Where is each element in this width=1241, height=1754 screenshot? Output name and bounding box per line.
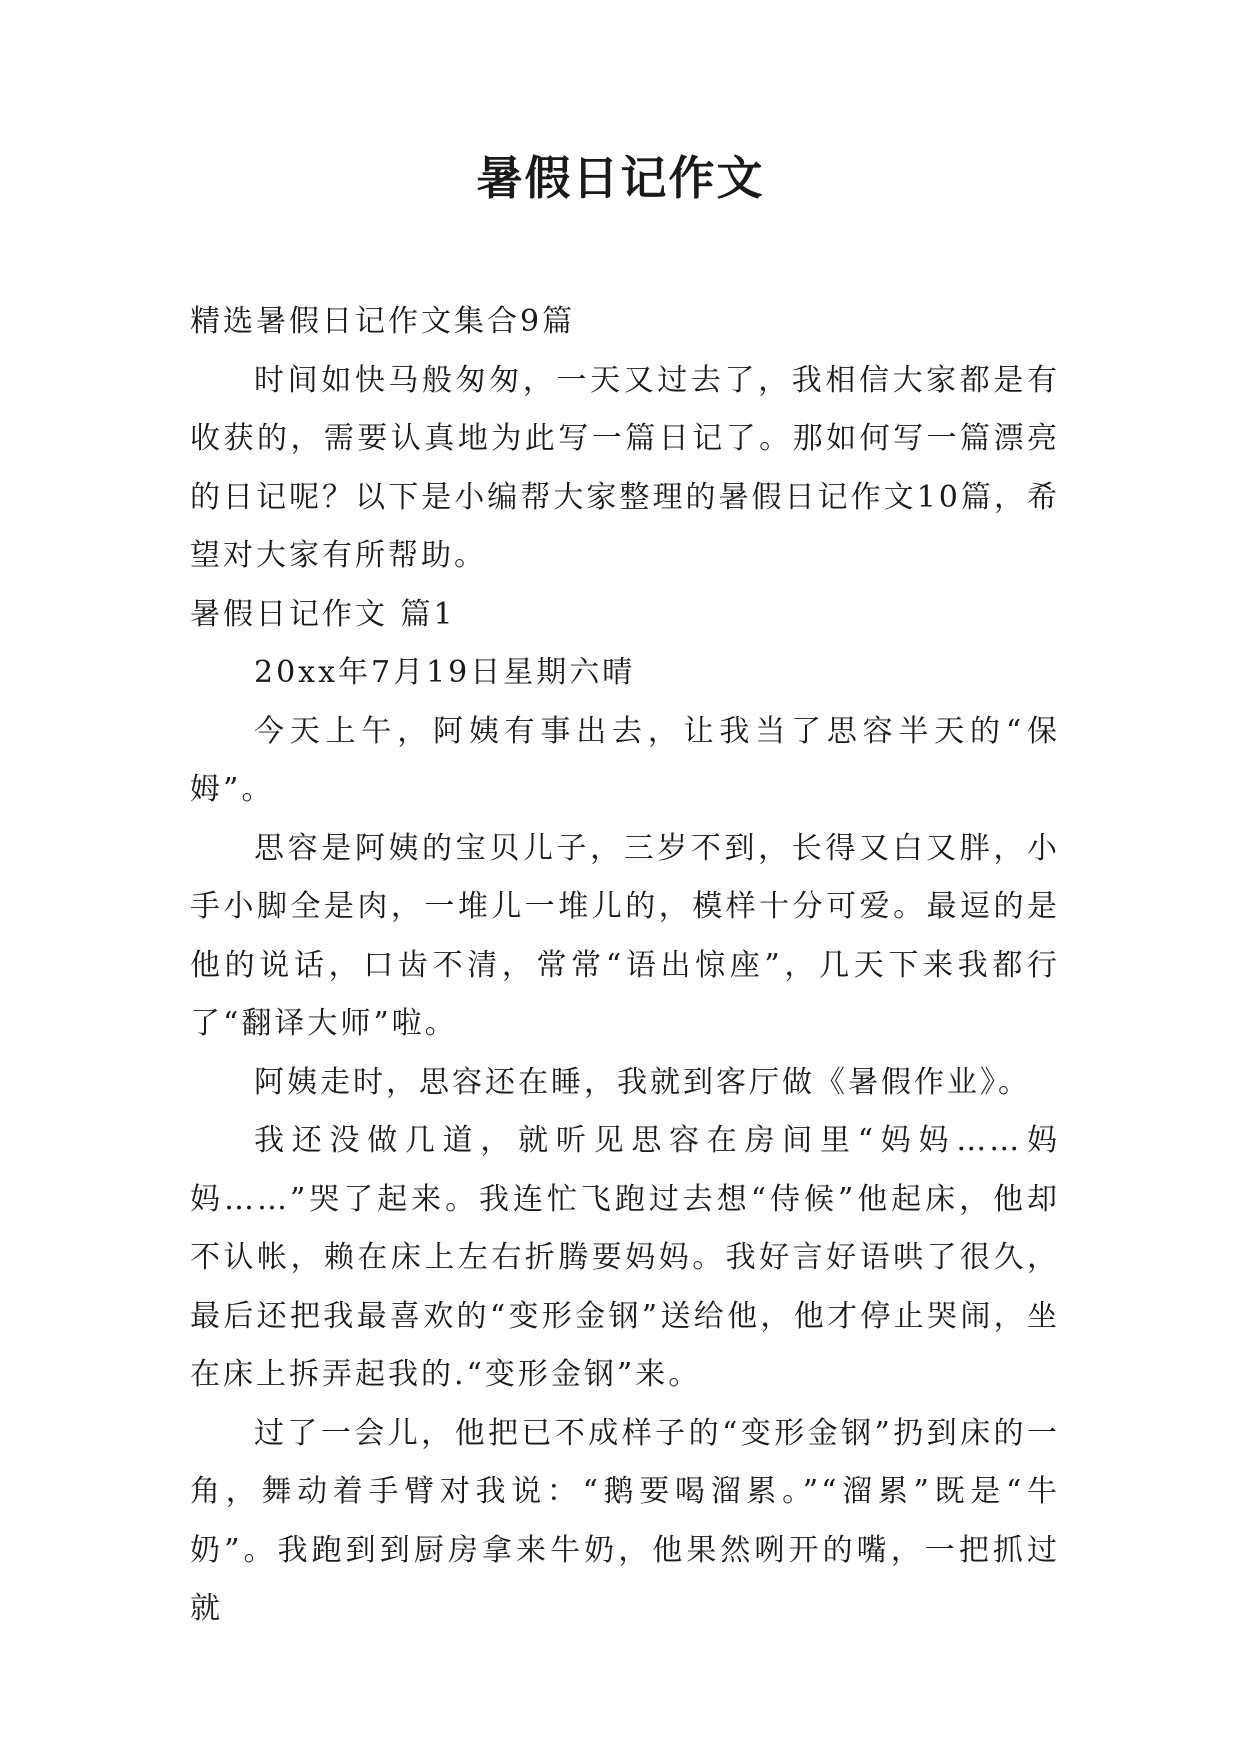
document-title: 暑假日记作文 [476,151,765,205]
body-paragraph: 思容是阿姨的宝贝儿子，三岁不到，长得又白又胖，小手小脚全是肉，一堆儿一堆儿的，模样十分可爱。最逗的是他的说话，口齿不清，常常“语出惊座”，几天下来我都行了“翻译大师”啦。 [190,830,1060,1041]
body-paragraph: 阿姨走时，思容还在睡，我就到客厅做《暑假作业》。 [254,1064,1031,1100]
collection-subtitle: 精选暑假日记作文集合9篇 [190,304,576,339]
body-paragraph: 我还没做几道，就听见思容在房间里“妈妈……妈妈……”哭了起来。我连忙飞跑过去想“侍候”他起床，他却不认帐，赖在床上左右折腾要妈妈。我好言好语哄了很久，最后还把我最喜欢的“变形金钢”送给他，他才停止哭闹，坐在床上拆弄起我的.“变形金钢”来。 [190,1123,1060,1392]
document-body [190,293,1060,1639]
diary-date-line: 20xx年7月19日星期六晴 [254,655,636,690]
body-paragraph: 过了一会儿，他把已不成样子的“变形金钢”扔到床的一角，舞动着手臂对我说：“鹅要喝溜累。”“溜累”既是“牛奶”。我跑到到厨房拿来牛奶，他果然咧开的嘴，一把抓过就 [190,1415,1060,1626]
intro-paragraph: 时间如快马般匆匆，一天又过去了，我相信大家都是有收获的，需要认真地为此写一篇日记了。那如何写一篇漂亮的日记呢？以下是小编帮大家整理的暑假日记作文10篇，希望对大家有所帮助。 [190,362,1060,573]
section-heading: 暑假日记作文 篇1 [190,596,456,632]
body-paragraph: 今天上午，阿姨有事出去，让我当了思容半天的“保姆”。 [190,713,1060,807]
